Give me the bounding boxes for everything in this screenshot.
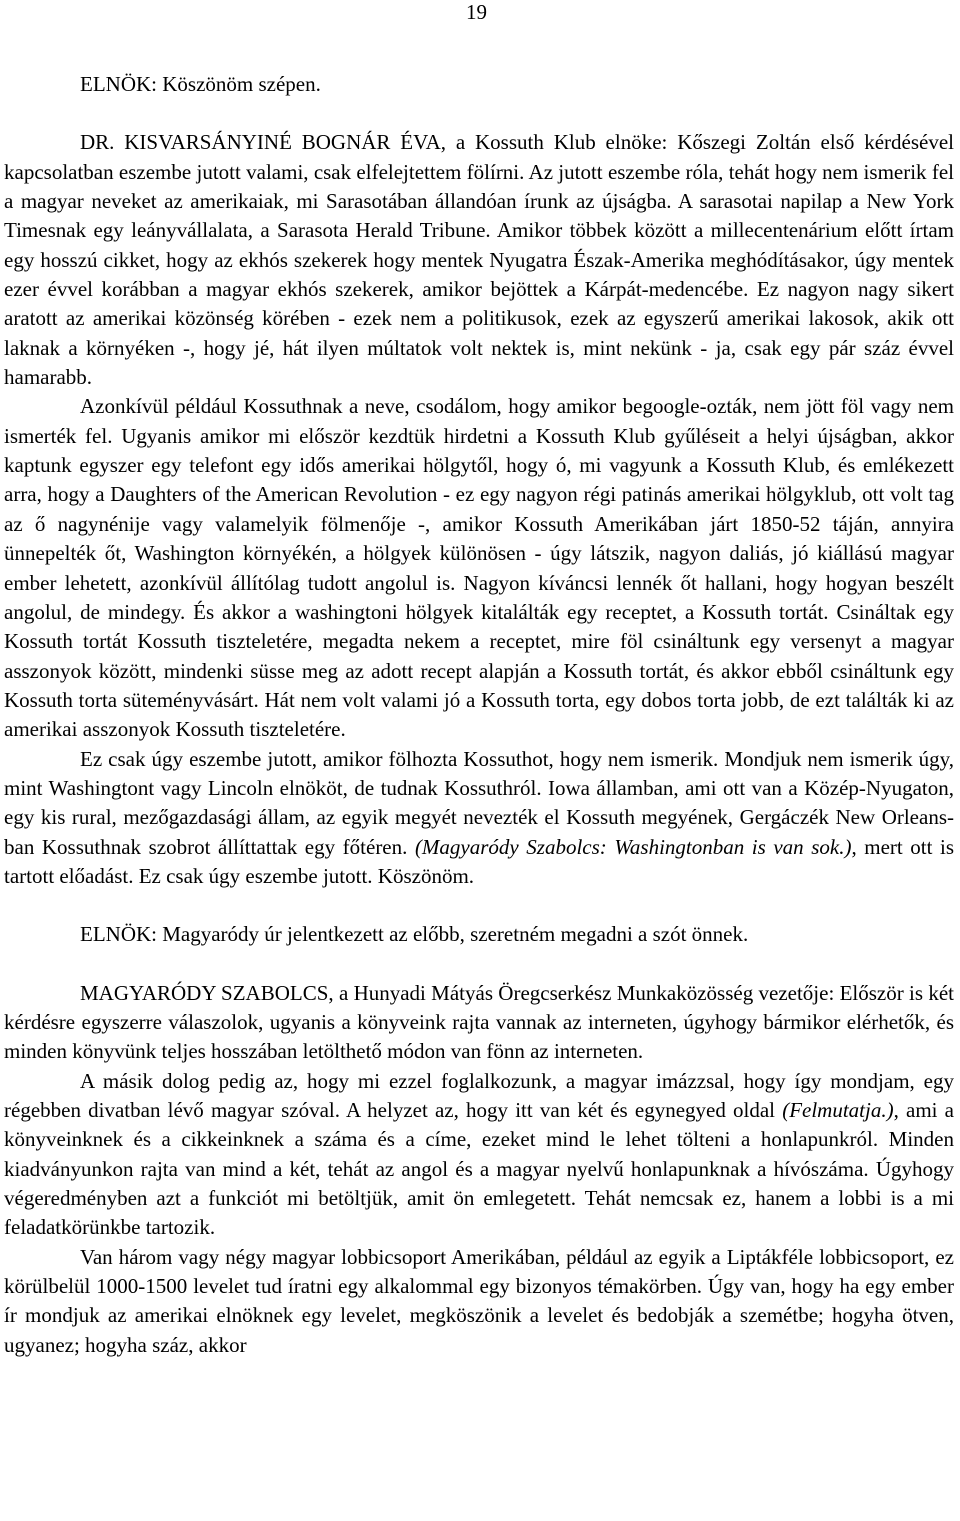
paragraph-kossuth-county-text-a: Ez csak úgy eszembe jutott, amikor fölhozta Kossuthot, hogy nem ismerik. Mondjuk nem ismerik úgy, mint Washingtont vagy Lincoln elnököt, de tudnak Kossuthról. Iowa államban, ami ott van a Közép-Nyugaton, egy kis rural, mezőgazdasági állam, az egyik megyét nevezték el Kossuth megyének, Gergáczék New Orleans-ban Kossuthnak szobrot állíttattak egy főtéren.	[4, 746, 954, 859]
paragraph-kossuth-county-interjection: (Magyaródy Szabolcs: Washingtonban is van sok.)	[414, 834, 852, 859]
paragraph-lobby-groups: Van három vagy négy magyar lobbicsoport Amerikában, például az egyik a Liptákféle lobbicsoport, ez körülbelül 1000-1500 levelet tud íratni egy alkalommal egy bizonyos témakörben. Úgy van, hogy ha egy ember ír mondjuk az amerikai elnöknek egy levelet, megköszönik a levelet és bedobják a szemétbe; hogyha ötven, ugyanez; hogyha száz, akkor	[4, 1244, 954, 1357]
document-body	[4, 70, 954, 1360]
paragraph-magyarody-image-interjection: (Felmutatja.)	[782, 1098, 894, 1122]
paragraph-chair-thanks: ELNÖK: Köszönöm szépen.	[80, 72, 321, 96]
paragraph-magyarody-image-text-b: , ami a könyveinknek és a cikkeinknek a száma és a címe, ezeket mind le lehet tölteni a honlapunkról. Minden kiadványunkon rajta van mind a két, tehát az angol és a magyar nyelvű honlapunknak a hívószáma. Úgyhogy végeredményben azt a funkciót mi betöltjük, amit ön emlegetett. Tehát nemcsak ez, hanem a lobbi is a mi feladatkörünkbe tartozik.	[4, 1098, 955, 1240]
paragraph-kossuth-name: Azonkívül például Kossuthnak a neve, csodálom, hogy amikor begoogle-ozták, nem jött föl vagy nem ismerték fel. Ugyanis amikor mi először kezdtük hirdetni a Kossuth Klub gyűléseit a helyi újságban, akkor kaptunk egyszer egy telefont egy idős amerikai hölgytől, hogy ó, mi vagyunk a Kossuth Klub, és emlékezett arra, hogy a Daughters of the American Revolution - ez egy nagyon régi patinás amerikai hölgyklub, ott volt tag az ő nagynénije vagy valamelyik fölmenője -, amikor Kossuth Amerikában járt 1850-52 táján, annyira ünnepelték őt, Washington környékén, a hölgyek különösen - úgy látszik, nagyon daliás, jó kiállású magyar ember lehetett, azonkívül állítólag tudott angolul is. Nagyon kíváncsi lennék őt hallani, hogy hogyan beszélt angolul, de mindegy. És akkor a washingtoni hölgyek kitalálták egy receptet, a Kossuth tortát. Csináltak egy Kossuth tortát Kossuth tiszteletére, megadta nekem a receptet, mire föl csináltunk egy versenyt a magyar asszonyok között, mindenki süsse meg az adott recept alapján a Kossuth tortát, és akkor ebből csináltunk egy Kossuth torta süteményvásárt. Hát nem volt valami jó a Kossuth torta, egy dobos torta jobb, de ezt találták ki az amerikai asszonyok Kossuth tiszteletére.	[4, 394, 954, 742]
paragraph-kisvarsanyine-text: DR. KISVARSÁNYINÉ BOGNÁR ÉVA, a Kossuth Klub elnöke: Kőszegi Zoltán első kérdésével kapcsolatban eszembe jutott valami, csak elfelejtettem fölírni. Az jutott eszembe róla, tehát hogy nem ismerik fel a magyar neveket az amerikaiak, mi Sarasotában állandóan írunk az újságba. A sarasotai napilap a New York Timesnak egy leányvállalata, a Sarasota Herald Tribune. Amikor többek között a millecentenárium előtt írtam egy hosszú cikket, hogy az ekhós szekerek hogy mentek Nyugatra Észak-Amerika meghódításakor, úgy mentek ezer évvel korábban a magyar ekhós szekerek, amikor bejöttek a Kárpát-medencébe. Ez nagyon nagy sikert aratott az amerikai közönség körében - ezek nem a politikusok, ezek az egyszerű amerikai lakosok, akik ott laknak a környéken -, hogy jé, hát ilyen múltatok volt nektek is, mint nekünk - ja, csak egy pár száz évvel hamarabb.	[4, 130, 954, 390]
paragraph-chair-magyarody: ELNÖK: Magyaródy úr jelentkezett az előbb, szeretném megadni a szót önnek.	[80, 922, 749, 947]
paragraph-kisvarsanyine	[4, 128, 954, 392]
paragraph-magyarody-image-text-a: A másik dolog pedig az, hogy mi ezzel foglalkozunk, a magyar imázzsal, hogy így mondjam, egy régebben divatban lévő magyar szóval. A helyzet az, hogy itt van két és egynegyed oldal	[4, 1068, 954, 1122]
page-number: 19	[466, 0, 487, 24]
paragraph-kossuth-county	[4, 745, 954, 892]
paragraph-magyarody-intro: MAGYARÓDY SZABOLCS, a Hunyadi Mátyás Öregcserkész Munkaközösség vezetője: Először is két kérdésre egyszerre válaszolok, ugyanis a könyveink rajta vannak az interneten, úgyhogy bármikor elérhetők, és minden könyvünk teljes hosszában letölthető módon van fönn az interneten.	[4, 980, 954, 1064]
paragraph-magyarody-image	[4, 1067, 954, 1243]
paragraph-kossuth-county-text-b: , mert ott is tartott előadást. Ez csak úgy eszembe jutott. Köszönöm.	[4, 834, 954, 888]
